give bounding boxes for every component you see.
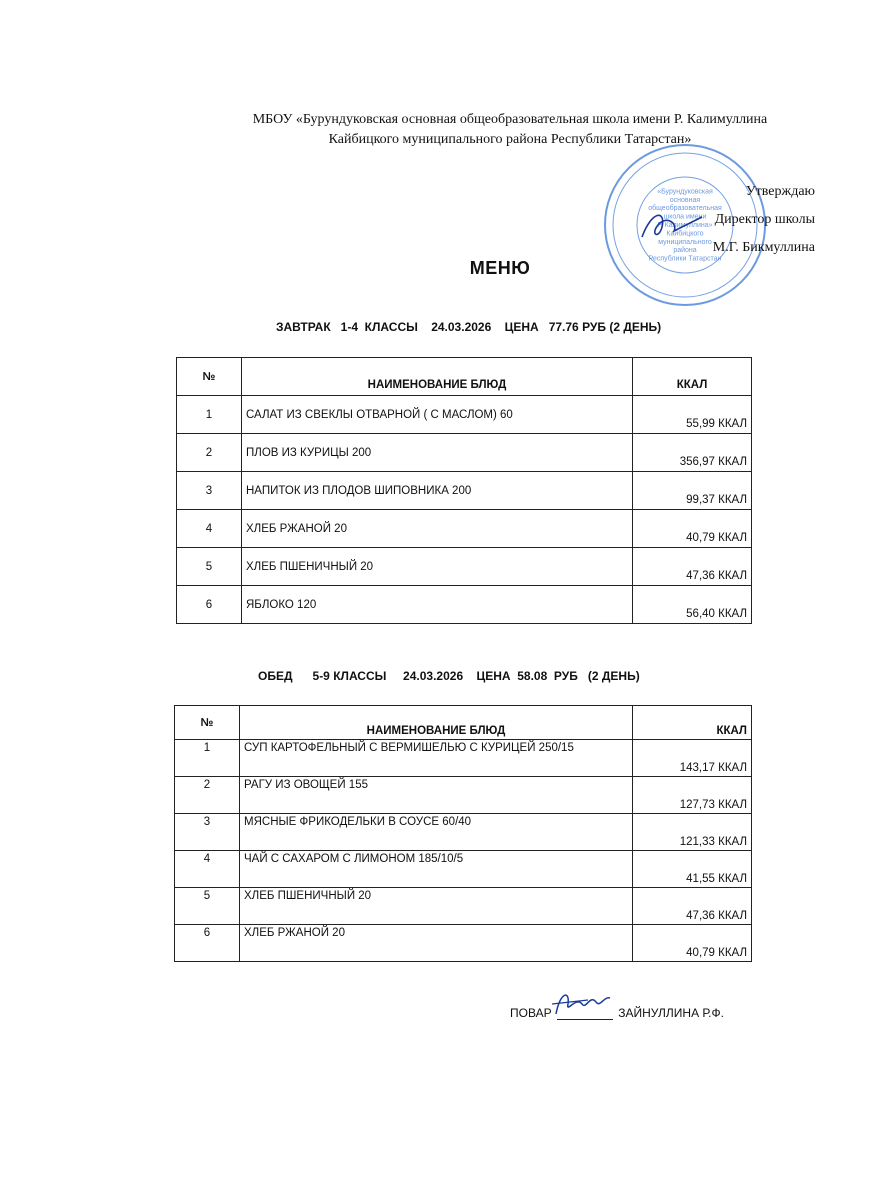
seal-text-line: муниципального	[658, 238, 712, 246]
dish-kcal: 47,36 ККАЛ	[633, 888, 752, 925]
dish-name: РАГУ ИЗ ОВОЩЕЙ 155	[240, 777, 633, 814]
column-header-kcal: ККАЛ	[633, 706, 752, 740]
approval-word: Утверждаю	[745, 184, 815, 199]
approval-director-name: М.Г. Бикмуллина	[712, 240, 815, 255]
dish-name: СУП КАРТОФЕЛЬНЫЙ С ВЕРМИШЕЛЬЮ С КУРИЦЕЙ 250/15	[240, 740, 633, 777]
dish-name: ХЛЕБ РЖАНОЙ 20	[242, 510, 633, 548]
dish-name: САЛАТ ИЗ СВЕКЛЫ ОТВАРНОЙ ( С МАСЛОМ) 60	[242, 396, 633, 434]
approval-block	[713, 178, 815, 262]
lunch-menu-table	[174, 705, 752, 962]
table-row	[177, 434, 752, 472]
dish-name: МЯСНЫЕ ФРИКОДЕЛЬКИ В СОУСЕ 60/40	[240, 814, 633, 851]
row-number: 3	[175, 814, 240, 851]
table-row	[177, 510, 752, 548]
row-number: 2	[177, 434, 242, 472]
organization-name-line-2: Кайбицкого муниципального района Республики Татарстан»	[328, 132, 692, 147]
row-number: 1	[175, 740, 240, 777]
cook-name: ЗАЙНУЛЛИНА Р.Ф.	[618, 1006, 724, 1020]
column-header-dish-name: НАИМЕНОВАНИЕ БЛЮД	[240, 706, 633, 740]
lunch-heading: ОБЕД 5-9 КЛАССЫ 24.03.2026 ЦЕНА 58.08 РУБ (2 ДЕНЬ)	[258, 669, 640, 683]
table-row	[175, 888, 752, 925]
seal-text-line: основная	[669, 196, 701, 204]
row-number: 1	[177, 396, 242, 434]
approval-position: Директор школы	[714, 212, 815, 227]
breakfast-menu-table	[176, 357, 752, 624]
seal-text-line: Р. Калимуллина»	[657, 222, 713, 229]
row-number: 4	[177, 510, 242, 548]
row-number: 5	[175, 888, 240, 925]
seal-text-line: школа имени	[663, 213, 707, 221]
dish-name: ХЛЕБ РЖАНОЙ 20	[240, 925, 633, 962]
dish-kcal: 143,17 ККАЛ	[633, 740, 752, 777]
dish-kcal: 40,79 ККАЛ	[633, 925, 752, 962]
dish-name: ПЛОВ ИЗ КУРИЦЫ 200	[242, 434, 633, 472]
table-row	[177, 472, 752, 510]
table-row	[177, 548, 752, 586]
row-number: 6	[177, 586, 242, 624]
table-row	[175, 851, 752, 888]
table-header-row	[175, 706, 752, 740]
dish-kcal: 41,55 ККАЛ	[633, 851, 752, 888]
row-number: 2	[175, 777, 240, 814]
breakfast-heading: ЗАВТРАК 1-4 КЛАССЫ 24.03.2026 ЦЕНА 77.76 РУБ (2 ДЕНЬ)	[276, 320, 662, 334]
seal-text-line: «Бурундуковская	[657, 188, 713, 196]
seal-text-line: Кайбицкого	[666, 230, 704, 238]
organization-name-line-1: МБОУ «Бурундуковская основная общеобразовательная школа имени Р. Калимуллина	[252, 112, 768, 127]
dish-kcal: 47,36 ККАЛ	[633, 548, 752, 586]
dish-name: ЯБЛОКО 120	[242, 586, 633, 624]
dish-kcal: 40,79 ККАЛ	[633, 510, 752, 548]
dish-name: НАПИТОК ИЗ ПЛОДОВ ШИПОВНИКА 200	[242, 472, 633, 510]
dish-name: ХЛЕБ ПШЕНИЧНЫЙ 20	[240, 888, 633, 925]
column-header-dish-name: НАИМЕНОВАНИЕ БЛЮД	[242, 358, 633, 396]
dish-kcal: 55,99 ККАЛ	[633, 396, 752, 434]
column-header-number: №	[175, 706, 240, 740]
seal-text-line: района	[673, 247, 697, 255]
row-number: 3	[177, 472, 242, 510]
row-number: 5	[177, 548, 242, 586]
row-number: 4	[175, 851, 240, 888]
seal-text-line: общеобразовательная	[648, 205, 722, 213]
director-signature	[632, 205, 712, 245]
table-row	[177, 586, 752, 624]
table-row	[175, 777, 752, 814]
dish-name: ЧАЙ С САХАРОМ С ЛИМОНОМ 185/10/5	[240, 851, 633, 888]
dish-kcal: 121,33 ККАЛ	[633, 814, 752, 851]
dish-kcal: 356,97 ККАЛ	[633, 434, 752, 472]
dish-name: ХЛЕБ ПШЕНИЧНЫЙ 20	[242, 548, 633, 586]
column-header-number: №	[177, 358, 242, 396]
dish-kcal: 99,37 ККАЛ	[633, 472, 752, 510]
page-title: МЕНЮ	[469, 258, 531, 278]
cook-signature	[548, 986, 618, 1022]
cook-label: ПОВАР	[510, 1006, 552, 1020]
row-number: 6	[175, 925, 240, 962]
dish-kcal: 56,40 ККАЛ	[633, 586, 752, 624]
dish-kcal: 127,73 ККАЛ	[633, 777, 752, 814]
table-row	[175, 814, 752, 851]
table-row	[177, 396, 752, 434]
seal-text-line: Республики Татарстан	[648, 255, 722, 263]
table-header-row	[177, 358, 752, 396]
table-row	[175, 925, 752, 962]
table-row	[175, 740, 752, 777]
column-header-kcal: ККАЛ	[633, 358, 752, 396]
